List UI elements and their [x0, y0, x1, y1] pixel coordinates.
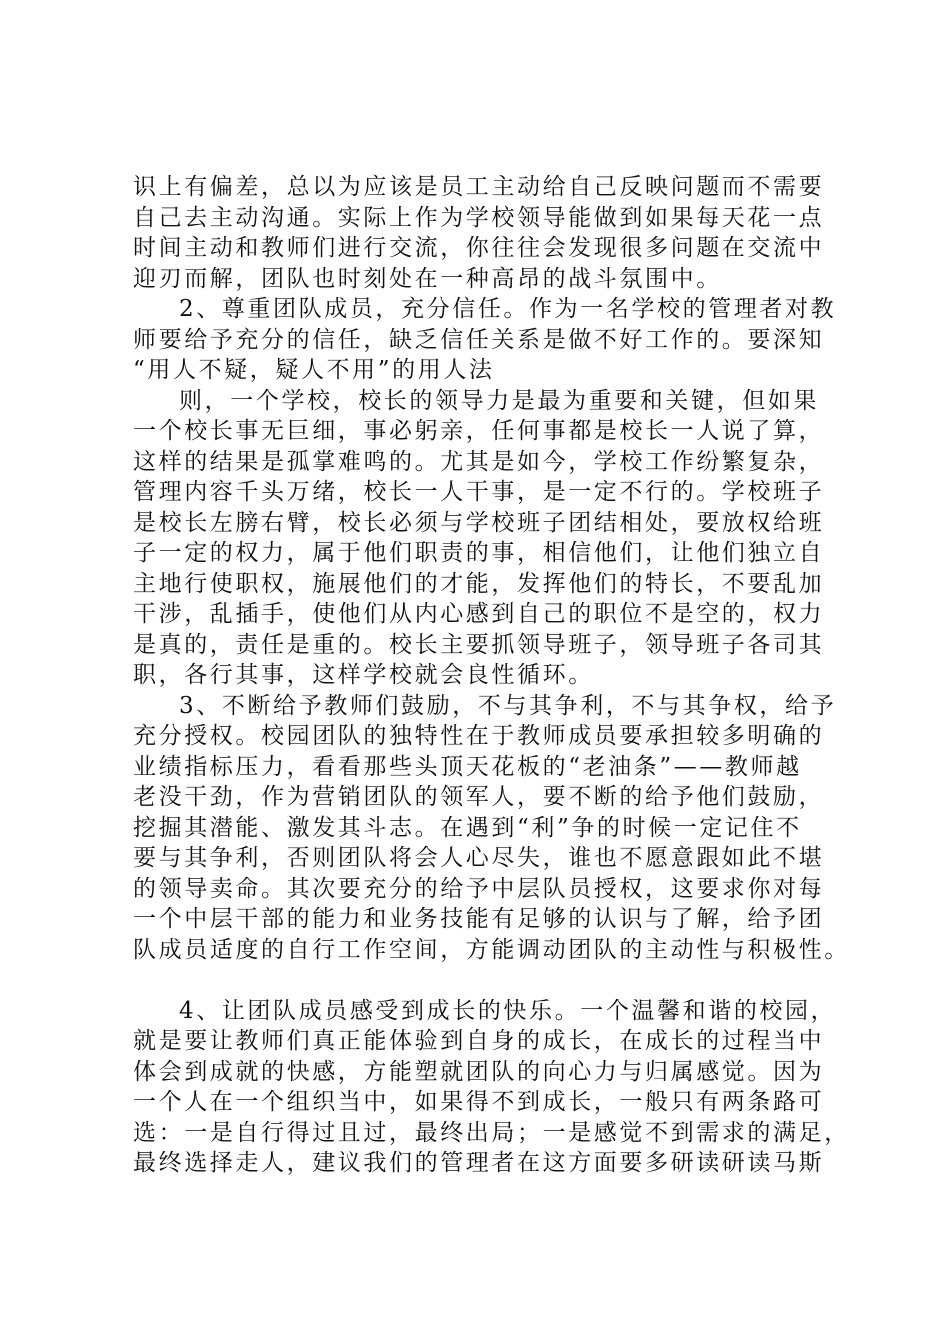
text-line: 主地行使职权，施展他们的才能，发挥他们的特长，不要乱加 [133, 570, 825, 597]
text-line: “用人不疑，疑人不用”的用人法 [133, 357, 495, 383]
text-line: 是校长左膀右臂，校长必须与学校班子团结相处，要放权给班 [133, 509, 825, 536]
text-line: 自己去主动沟通。实际上作为学校领导能做到如果每天花一点 [133, 204, 825, 231]
text-line: 时间主动和教师们进行交流，你往往会发现很多问题在交流中 [133, 235, 825, 261]
text-line: 一个中层干部的能力和业务技能有足够的认识与了解，给予团 [133, 906, 825, 932]
text-line: 充分授权。校园团队的独特性在于教师成员要承担较多明确的 [133, 723, 825, 749]
text-line: 选：一是自行得过且过，最终出局；一是感觉不到需求的满足， [133, 1119, 850, 1146]
paragraph-gap [133, 965, 853, 996]
text-line: 是真的，责任是重的。校长主要抓领导班子，领导班子各司其 [133, 631, 825, 658]
text-line: 队成员适度的自行工作空间，方能调动团队的主动性与积极性。 [133, 936, 850, 963]
text-line: 管理内容千头万绪，校长一人干事，是一定不行的。学校班子 [133, 479, 825, 505]
text-line: 子一定的权力，属于他们职责的事，相信他们，让他们独立自 [133, 540, 825, 566]
text-line: 师要给予充分的信任，缺乏信任关系是做不好工作的。要深知 [133, 326, 825, 353]
text-line: 识上有偏差，总以为应该是员工主动给自己反映问题而不需要 [133, 174, 825, 200]
text-line: 最终选择走人，建议我们的管理者在这方面要多研读研读马斯 [133, 1150, 825, 1176]
paragraph-3-start: 3、不断给予教师们鼓励，不与其争利，不与其争权，给予 [179, 692, 837, 719]
text-line: 的领导卖命。其次要充分的给予中层队员授权，这要求你对每 [133, 875, 825, 902]
text-line: 要与其争利，否则团队将会人心尽失，谁也不愿意跟如此不堪 [133, 845, 825, 871]
text-line: 干涉，乱插手，使他们从内心感到自己的职位不是空的，权力 [133, 601, 825, 627]
text-line: 业绩指标压力，看看那些头顶天花板的“老油条”——教师越 [133, 753, 802, 780]
text-line: 老没干劲，作为营销团队的领军人，要不断的给予他们鼓励， [133, 784, 825, 810]
text-line: 挖掘其潜能、激发其斗志。在遇到“利”争的时候一定记住不 [133, 814, 802, 841]
text-line: 一个校长事无巨细，事必躬亲，任何事都是校长一人说了算， [133, 418, 825, 444]
text-line: 职，各行其事，这样学校就会良性循环。 [133, 662, 594, 688]
paragraph-2-start: 2、尊重团队成员，充分信任。作为一名学校的管理者对教 [179, 296, 837, 322]
paragraph-4-start: 4、让团队成员感受到成长的快乐。一个温馨和谐的校园， [179, 997, 837, 1024]
text-line: 迎刃而解，团队也时刻处在一种高昂的战斗氛围中。 [133, 265, 722, 292]
text-line: 这样的结果是孤掌难鸣的。尤其是如今，学校工作纷繁复杂， [133, 448, 825, 475]
text-line: 一个人在一个组织当中，如果得不到成长，一般只有两条路可 [133, 1089, 825, 1115]
document-body [133, 172, 853, 1179]
text-line: 体会到成就的快感，方能塑就团队的向心力与归属感觉。因为 [133, 1058, 825, 1085]
text-line: 则，一个学校，校长的领导力是最为重要和关键，但如果 [179, 387, 819, 414]
text-line: 就是要让教师们真正能体验到自身的成长，在成长的过程当中 [133, 1028, 825, 1054]
